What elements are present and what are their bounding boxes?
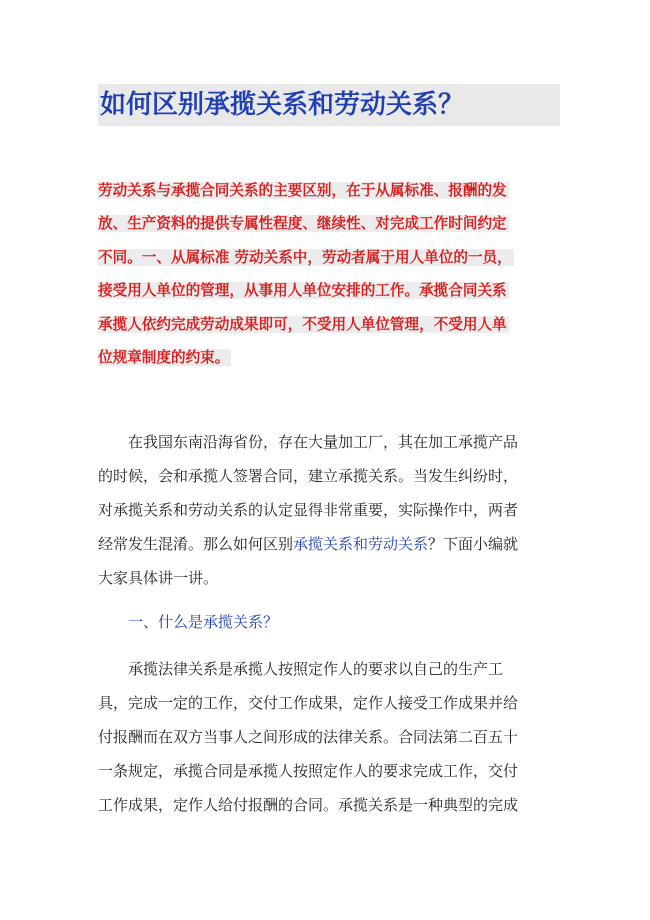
section-heading: 一、什么是承揽关系？ — [128, 613, 279, 631]
summary-line: 不同。一、从属标准 劳动关系中，劳动者属于用人单位的一员， — [98, 248, 512, 266]
summary-line: 劳动关系与承揽合同关系的主要区别，在于从属标准、报酬的发 — [98, 182, 507, 199]
paragraph-line — [98, 527, 558, 561]
keyword-link[interactable]: 承揽关系和劳动关系 — [293, 535, 429, 553]
paragraph-line: 付报酬而在双方当事人之间形成的法律关系。合同法第二百五十 — [98, 728, 519, 746]
paragraph-line: 工作成果，定作人给付报酬的合同。承揽关系是一种典型的完成 — [98, 796, 519, 814]
paragraph-text: ？下面小编就 — [428, 535, 519, 553]
paragraph-line: 具，完成一定的工作，交付工作成果，定作人接受工作成果并给 — [98, 694, 519, 712]
paragraph-line: 的时候，会和承揽人签署合同，建立承揽关系。当发生纠纷时， — [98, 467, 519, 485]
paragraph-line: 对承揽关系和劳动关系的认定显得非常重要，实际操作中，两者 — [98, 501, 519, 519]
intro-paragraph — [98, 425, 558, 595]
paragraph-line: 一条规定，承揽合同是承揽人按照定作人的要求完成工作，交付 — [98, 762, 519, 780]
paragraph-text: 经常发生混淆。那么如何区别 — [98, 535, 294, 553]
summary-line: 位规章制度的约束。 — [98, 348, 230, 366]
summary-highlight-block — [98, 178, 558, 378]
paragraph-line: 承揽法律关系是承揽人按照定作人的要求以自己的生产工 — [128, 660, 504, 678]
summary-line: 接受用人单位的管理，从事用人单位安排的工作。承揽合同关系 — [98, 282, 507, 300]
paragraph-line: 在我国东南沿海省份，存在大量加工厂，其在加工承揽产品 — [128, 433, 519, 451]
summary-line: 放、生产资料的提供专属性程度、继续性、对完成工作时间约定 — [98, 215, 507, 233]
paragraph-line: 大家具体讲一讲。 — [98, 569, 219, 587]
section1-paragraph — [98, 652, 558, 822]
summary-line: 承揽人依约完成劳动成果即可，不受用人单位管理，不受用人单 — [98, 315, 507, 333]
document-title: 如何区别承揽关系和劳动关系？ — [98, 84, 560, 126]
